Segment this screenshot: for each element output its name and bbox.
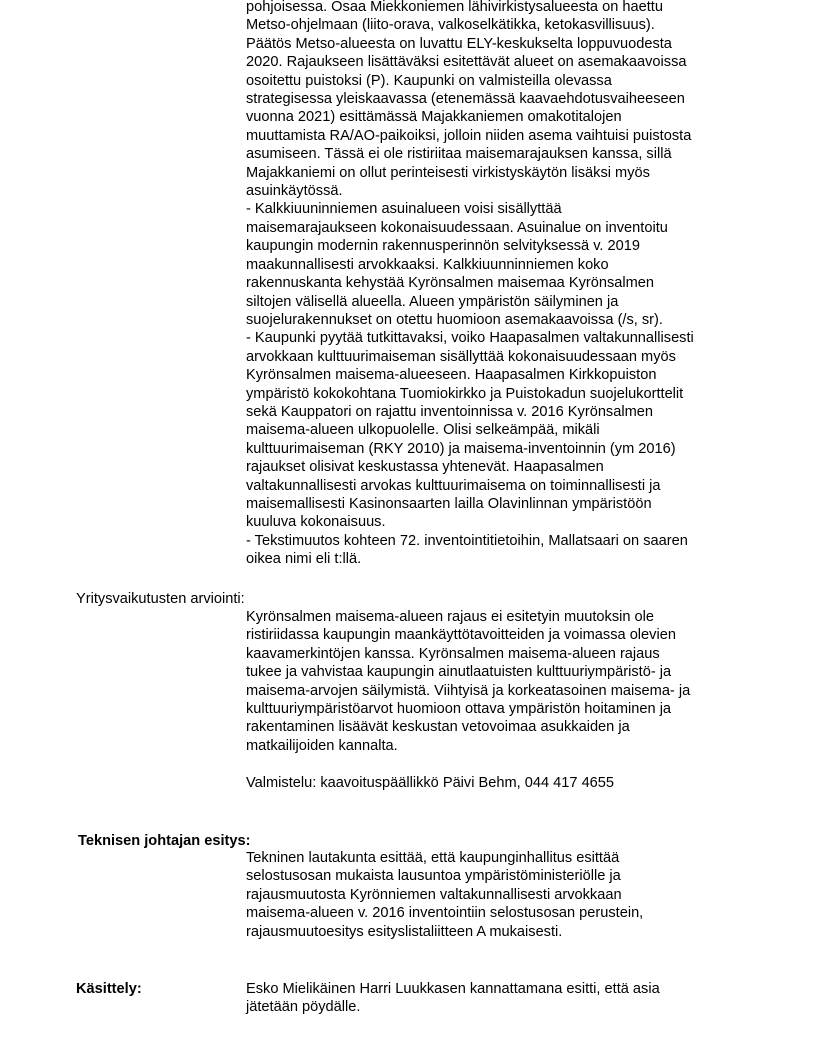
text-line: maisemarajaukseen kokonaisuudessaan. Asuinalue on inventoitu [246, 219, 668, 236]
teknisen-johtajan-esitys-label: Teknisen johtajan esitys: [78, 833, 251, 849]
text-line: pohjoisessa. Osaa Miekkoniemen lähivirkistysalueesta on haettu [246, 0, 663, 15]
text-line: Tekninen lautakunta esittää, että kaupunginhallitus esittää [246, 850, 620, 866]
text-line: Esko Mielikäinen Harri Luukkasen kannattamana esitti, että asia [246, 981, 660, 997]
text-line: oikea nimi eli t:llä. [246, 551, 362, 568]
text-line: selostusosan mukaista lausuntoa ympäristöministeriölle ja [246, 868, 621, 885]
text-line: rakennuskanta kehystää Kyrönsalmen maisemaa Kyrönsalmen [246, 275, 655, 292]
text-line: maisemallisesti Kasinonsaarten lailla Olavinlinnan ympäristöön [246, 495, 652, 512]
text-line: Kyrönsalmen maisema-alueeseen. Haapasalmen Kirkkopuiston [246, 367, 657, 384]
text-line: osoitettu puistoksi (P). Kaupunki on valmisteilla olevassa [246, 72, 612, 89]
yritysvaikutukset-label: Yritysvaikutusten arviointi: [76, 591, 245, 607]
text-line: ristiriidassa kaupungin maankäyttötavoitteiden ja voimassa olevien [246, 627, 676, 644]
text-line: arvokkaan kulttuurimaiseman sisällyttää kokonaisuudessaan myös [246, 348, 676, 365]
text-line: kulttuuriympäristöarvot huomioon ottava ympäristön hoitaminen ja [246, 701, 672, 718]
text-line: - Tekstimuutos kohteen 72. inventointitietoihin, Mallatsaari on saaren [246, 532, 688, 549]
text-line: Metso-ohjelmaan (liito-orava, valkoselkätikka, ketokasvillisuus). [246, 17, 655, 34]
valmistelu-line: Valmistelu: kaavoituspäällikkö Päivi Behm, 044 417 4655 [246, 775, 615, 791]
text-line: maakunnallisesti arvokkaaksi. Kalkkiuunninniemen koko [246, 256, 609, 273]
text-line: rajausmuutosta Kyrönniemen valtakunnallisesti arvokkaan [246, 886, 622, 903]
continued-paragraph [246, 0, 746, 569]
text-line: rajaukset olisivat keskustassa yhtenevät. Haapasalmen [246, 459, 604, 476]
text-line: jätetään pöydälle. [246, 999, 361, 1016]
text-line: strategisessa yleiskaavassa (etenemässä kaavaehdotusvaiheeseen [246, 91, 685, 108]
text-line: Majakkaniemi on ollut perinteisesti virkistyskäytön lisäksi myös [246, 164, 650, 181]
text-line: valtakunnallisesti arvokas kulttuurimaisema on toiminnallisesti ja [246, 477, 661, 494]
kasittely-label: Käsittely: [76, 981, 142, 997]
text-line: kuuluva kokonaisuus. [246, 514, 386, 531]
text-line: siltojen välisellä alueella. Alueen ympäristön säilyminen ja [246, 293, 619, 310]
kasittely-text [246, 980, 746, 1017]
yritysvaikutukset-text [246, 608, 746, 755]
text-line: Kyrönsalmen maisema-alueen rajaus ei esitetyin muutoksin ole [246, 609, 655, 625]
valmistelu-text [246, 774, 746, 792]
text-line: tukee ja vahvistaa kaupungin ainutlaatuisten kulttuuriympäristö- ja [246, 664, 672, 681]
text-line: rajausmuutoesitys esityslistaliitteen A mukaisesti. [246, 923, 563, 940]
text-line: asumiseen. Tässä ei ole ristiriitaa maisemarajauksen kanssa, sillä [246, 146, 672, 163]
text-line: maisema-arvojen säilymistä. Viihtyisä ja korkeatasoinen maisema- ja [246, 682, 691, 699]
text-line: 2020. Rajaukseen lisättäväksi esitettävät alueet on asemakaavoissa [246, 54, 687, 71]
text-line: - Kaupunki pyytää tutkittavaksi, voiko Haapasalmen valtakunnallisesti [246, 330, 694, 347]
text-line: - Kalkkiuuninniemen asuinalueen voisi sisällyttää [246, 201, 562, 218]
text-line: asuinkäytössä. [246, 183, 343, 200]
teknisen-johtajan-esitys-text [246, 849, 746, 941]
text-line: vuonna 2021) esittämässä Majakkaniemen omakotitalojen [246, 109, 622, 126]
text-line: maisema-alueen v. 2016 inventointiin selostusosan perustein, [246, 905, 644, 922]
text-line: ympäristö kokokohtana Tuomiokirkko ja Puistokadun suojelukorttelit [246, 385, 684, 402]
text-line: muuttamista RA/AO-paikoiksi, jolloin niiden asema vaihtuisi puistosta [246, 127, 692, 144]
text-line: suojelurakennukset on otettu huomioon asemakaavoissa (/s, sr). [246, 311, 663, 328]
text-line: kaupungin modernin rakennusperinnön selvityksessä v. 2019 [246, 238, 641, 255]
text-line: matkailijoiden kannalta. [246, 737, 398, 754]
text-line: maisema-alueen ulkopuolelle. Olisi selkeämpää, mikäli [246, 422, 600, 439]
text-line: kaavamerkintöjen kanssa. Kyrönsalmen maisema-alueen rajaus [246, 645, 660, 662]
text-line: kulttuurimaiseman (RKY 2010) ja maisema-inventoinnin (ym 2016) [246, 440, 676, 457]
text-line: rakentaminen lisäävät keskustan vetovoimaa asukkaiden ja [246, 719, 630, 736]
text-line: Päätös Metso-alueesta on luvattu ELY-keskukselta loppuvuodesta [246, 35, 672, 52]
text-line: sekä Kauppatori on rajattu inventoinnissa v. 2016 Kyrönsalmen [246, 403, 653, 420]
